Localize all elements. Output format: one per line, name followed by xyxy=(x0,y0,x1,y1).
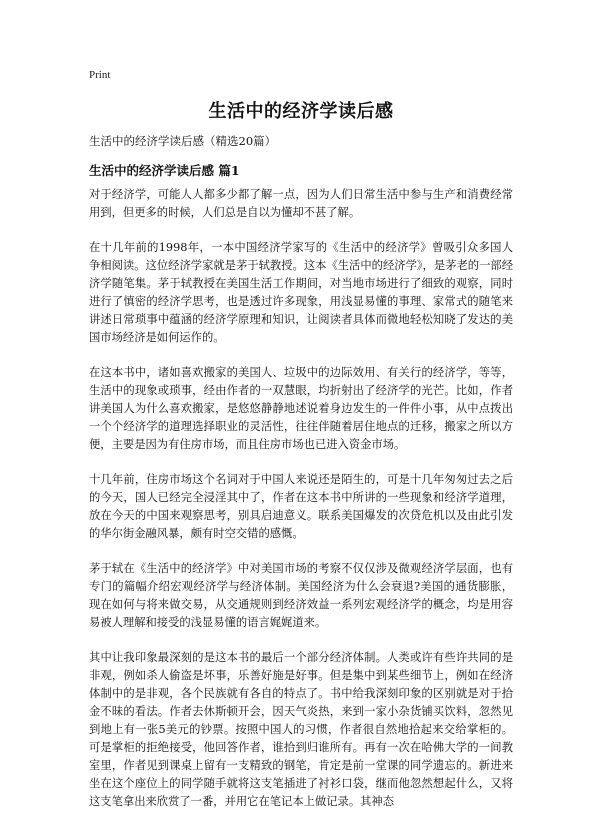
paragraph-6: 其中让我印象最深刻的是这本书的最后一个部分经济体制。人类或许有些许共同的是非观，例如杀人偷盗是坏事，乐善好施是好事。但是集中到某些细节上，例如在经济体制中的是非观，各个民族就有各自的特点了。书中给我深刻印象的区别就是对于拾金不昧的看法。作者去休斯顿开会，因天气炎热，来到一家小杂货铺买饮料，忽然见到地上有一张5美元的钞票。按照中国人的习惯，作者很自然地拾起来交给掌柜的。可是掌柜的拒绝接受，他回答作者，谁拾到归谁所有。再有一次在哈佛大学的一间教室里，作者见到课桌上留有一支精致的钢笔，肯定是前一堂课的同学遗忘的。新进来坐在这个座位上的同学随手就将这支笔插进了衬衫口袋，继而他忽然想起什么，又将这支笔拿出来欣赏了一番，并用它在笔记本上做记录。其神态 xyxy=(89,651,513,808)
article-body xyxy=(89,186,513,828)
paragraph-1: 对于经济学，可能人人都多少都了解一点，因为人们日常生活中参与生产和消费经常用到，但更多的时候，人们总是自以为懂却不甚了解。 xyxy=(89,188,513,219)
paragraph-3: 在这本书中，诸如喜欢搬家的美国人、垃圾中的边际效用、有关行的经济学，等等，生活中的现象或琐事，经由作者的一双慧眼，均折射出了经济学的光芒。比如，作者讲美国人为什么喜欢搬家，是悠悠静静地述说着身边发生的一件件小事，从中点拨出一个个经济学的道理选择职业的灵活性，往往伴随着居住地点的迁移，搬家之所以方便，主要是因为有住房市场，而且住房市场也已进入资金市场。 xyxy=(89,366,513,451)
document-subtitle: 生活中的经济学读后感（精选20篇） xyxy=(89,134,277,148)
section-heading: 生活中的经济学读后感 篇1 xyxy=(89,163,240,178)
paragraph-4: 十几年前，住房市场这个名词对于中国人来说还是陌生的，可是十几年匆匆过去之后的今天，国人已经完全浸淫其中了，作者在这本书中所讲的一些现象和经济学道理，放在今天的中国来观察思考，别具启迪意义。联系美国爆发的次贷危机以及由此引发的华尔街金融风暴，颇有时空交错的感慨。 xyxy=(89,473,513,540)
paragraph-2: 在十几年前的1998年，一本中国经济学家写的《生活中的经济学》曾吸引众多国人争相阅读。这位经济学家就是茅于轼教授。这本《生活中的经济学》，是茅老的一部经济学随笔集。茅于轼教授在美国生活工作期间，对当地市场进行了细致的观察，同时进行了慎密的经济学思考，也是透过许多现象，用浅显易懂的事理、家常式的随笔来讲述日常琐事中蕴涵的经济学原理和知识，让阅读者具体而微地轻松知晓了发达的美国市场经济是如何运作的。 xyxy=(89,241,513,344)
page-title: 生活中的经济学读后感 xyxy=(208,101,394,122)
print-link[interactable]: Print xyxy=(89,69,111,81)
paragraph-5: 茅于轼在《生活中的经济学》中对美国市场的考察不仅仅涉及微观经济学层面，也有专门的篇幅介绍宏观经济学与经济体制。美国经济为什么会衰退?美国的通货膨胀，现在如何与将来做交易，从交通规则到经济效益一系列宏观经济学的概念，均是用容易被人理解和接受的浅显易懂的语言娓娓道来。 xyxy=(89,562,513,629)
